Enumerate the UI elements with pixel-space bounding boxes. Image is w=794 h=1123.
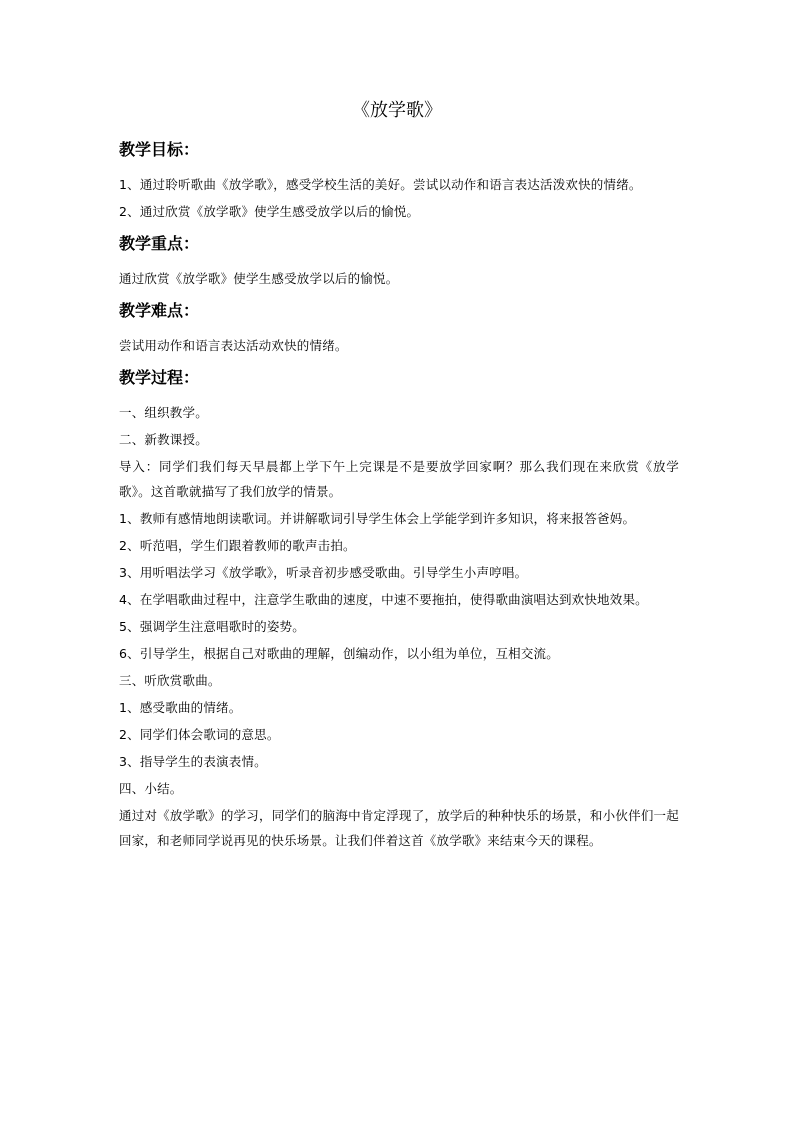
section-heading-difficulties: 教学难点： [119, 301, 200, 320]
process-item: 2、听范唱，学生们跟着教师的歌声击拍。 [119, 538, 356, 553]
document-title: 《放学歌》 [352, 100, 442, 121]
process-item: 6、引导学生，根据自己对歌曲的理解，创编动作，以小组为单位，互相交流。 [119, 646, 559, 661]
process-item: 四、小结。 [119, 781, 183, 796]
process-item: 5、强调学生注意唱歌时的姿势。 [119, 619, 305, 634]
process-item: 1、感受歌曲的情绪。 [119, 700, 242, 715]
section-key-points [119, 232, 679, 291]
process-item: 3、指导学生的表演表情。 [119, 754, 267, 769]
section-heading-goals: 教学目标： [119, 140, 200, 159]
section-heading-process: 教学过程： [119, 368, 200, 387]
process-item: 3、用听唱法学习《放学歌》，听录音初步感受歌曲。引导学生小声哼唱。 [119, 565, 528, 580]
process-item: 一、组织教学。 [119, 405, 208, 420]
process-item: 三、听欣赏歌曲。 [119, 673, 221, 688]
document-body [119, 138, 679, 861]
section-difficulties [119, 299, 679, 358]
summary-text: 通过对《放学歌》的学习，同学们的脑海中肯定浮现了，放学后的种种快乐的场景，和小伙伴们一起回家，和老师同学说再见的快乐场景。让我们伴着这首《放学歌》来结束今天的课程。 [119, 808, 679, 848]
difficulties-text: 尝试用动作和语言表达活动欢快的情绪。 [119, 338, 348, 353]
process-item: 1、教师有感情地朗读歌词。并讲解歌词引导学生体会上学能学到许多知识，将来报答爸妈。 [119, 511, 636, 526]
key-points-text: 通过欣赏《放学歌》使学生感受放学以后的愉悦。 [119, 271, 399, 286]
process-item: 二、新教课授。 [119, 432, 208, 447]
process-item: 4、在学唱歌曲过程中，注意学生歌曲的速度，中速不要拖拍，使得歌曲演唱达到欢快地效果。 [119, 592, 648, 607]
process-item: 2、同学们体会歌词的意思。 [119, 727, 280, 742]
goal-item-2: 2、通过欣赏《放学歌》使学生感受放学以后的愉悦。 [119, 204, 420, 219]
section-process [119, 366, 679, 853]
goal-item-1: 1、通过聆听歌曲《放学歌》，感受学校生活的美好。尝试以动作和语言表达活泼欢快的情绪。 [119, 177, 642, 192]
section-teaching-goals [119, 138, 679, 224]
section-heading-key-points: 教学重点： [119, 234, 200, 253]
process-item: 导入：同学们我们每天早晨都上学下午上完课是不是要放学回家啊？那么我们现在来欣赏《放学歌》。这首歌就描写了我们放学的情景。 [119, 459, 679, 499]
